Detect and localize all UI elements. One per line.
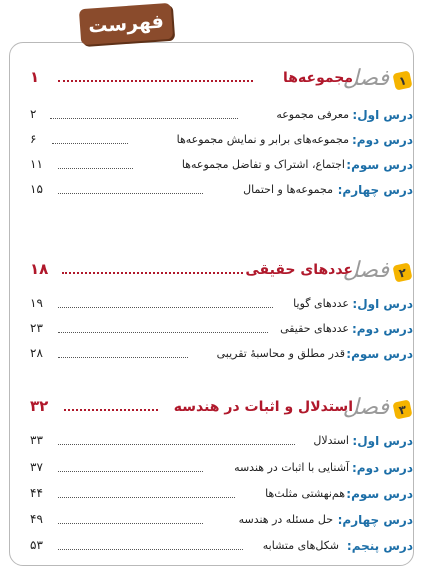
chapter-2-row[interactable] [30, 256, 413, 288]
lesson-page-number: ۶ [30, 132, 37, 146]
lesson-title: شکل‌های متشابه [262, 539, 339, 552]
lesson-page-number: ۱۹ [30, 296, 43, 310]
lesson-row[interactable] [30, 131, 413, 151]
lesson-row[interactable] [30, 156, 413, 176]
toc-title-tab [79, 3, 173, 45]
lesson-row[interactable] [30, 511, 413, 531]
leader-dots [58, 523, 203, 524]
leader-dots [58, 80, 253, 82]
lesson-row[interactable] [30, 181, 413, 201]
lesson-label: درس سوم: [346, 487, 413, 501]
chapter-number-badge: ۱ [392, 70, 412, 90]
lesson-page-number: ۱۱ [30, 157, 43, 171]
lesson-title: قدر مطلق و محاسبهٔ تقریبی [216, 347, 345, 360]
leader-dots [58, 168, 133, 169]
lesson-title: مجموعه‌ها و احتمال [243, 183, 333, 196]
chapter-page-number: ۳۲ [30, 397, 49, 415]
leader-dots [58, 549, 243, 550]
lesson-page-number: ۲ [30, 107, 37, 121]
lesson-row[interactable] [30, 320, 413, 340]
lesson-row[interactable] [30, 459, 413, 479]
leader-dots [58, 444, 295, 445]
chapter-label: فصل [342, 395, 389, 420]
lesson-page-number: ۲۳ [30, 321, 43, 335]
leader-dots [58, 471, 203, 472]
lesson-title: عددهای حقیقی [280, 322, 349, 335]
lesson-title: هم‌نهشتی مثلث‌ها [265, 487, 345, 500]
lesson-title: آشنایی با اثبات در هندسه [234, 461, 349, 474]
lesson-page-number: ۳۷ [30, 460, 43, 474]
chapter-label: فصل [342, 66, 389, 91]
lesson-page-number: ۱۵ [30, 182, 43, 196]
lesson-label: درس سوم: [346, 158, 413, 172]
chapter-label: فصل [342, 258, 389, 283]
leader-dots [62, 272, 243, 274]
lesson-page-number: ۴۹ [30, 512, 43, 526]
lesson-label: درس چهارم: [337, 513, 413, 527]
lesson-label: درس دوم: [351, 461, 413, 475]
lesson-title: استدلال [313, 434, 349, 447]
lesson-title: مجموعه‌های برابر و نمایش مجموعه‌ها [176, 133, 349, 146]
lesson-label: درس چهارم: [337, 183, 413, 197]
lesson-row[interactable] [30, 432, 413, 452]
chapter-1-row[interactable] [30, 64, 413, 96]
lesson-title: اجتماع، اشتراک و تفاضل مجموعه‌ها [181, 158, 345, 171]
leader-dots [52, 143, 128, 144]
leader-dots [64, 409, 158, 411]
page-title: فهرست [87, 10, 165, 38]
lesson-row[interactable] [30, 345, 413, 365]
lesson-row[interactable] [30, 485, 413, 505]
lesson-label: درس پنجم: [346, 539, 413, 553]
chapter-3-row[interactable] [30, 393, 413, 425]
chapter-title: مجموعه‌ها [283, 70, 353, 86]
leader-dots [58, 193, 203, 194]
leader-dots [58, 357, 188, 358]
chapter-page-number: ۱ [30, 68, 40, 86]
chapter-page-number: ۱۸ [30, 260, 49, 278]
lesson-row[interactable] [30, 537, 413, 557]
lesson-page-number: ۵۳ [30, 538, 43, 552]
leader-dots [58, 307, 273, 308]
lesson-title: عددهای گویا [293, 297, 349, 310]
lesson-page-number: ۴۴ [30, 486, 43, 500]
lesson-title: معرفی مجموعه [276, 108, 349, 121]
chapter-title: عددهای حقیقی [245, 262, 353, 278]
lesson-label: درس اول: [352, 108, 413, 122]
lesson-title: حل مسئله در هندسه [238, 513, 333, 526]
lesson-row[interactable] [30, 295, 413, 315]
lesson-label: درس اول: [352, 434, 413, 448]
leader-dots [58, 332, 268, 333]
lesson-page-number: ۳۳ [30, 433, 43, 447]
chapter-title: استدلال و اثبات در هندسه [173, 399, 353, 415]
chapter-number-badge: ۲ [392, 262, 412, 282]
lesson-page-number: ۲۸ [30, 346, 43, 360]
lesson-row[interactable] [30, 106, 413, 126]
lesson-label: درس دوم: [351, 322, 413, 336]
leader-dots [58, 497, 235, 498]
lesson-label: درس سوم: [346, 347, 413, 361]
leader-dots [50, 118, 238, 119]
lesson-label: درس دوم: [351, 133, 413, 147]
lesson-label: درس اول: [352, 297, 413, 311]
chapter-number-badge: ۳ [392, 399, 412, 419]
